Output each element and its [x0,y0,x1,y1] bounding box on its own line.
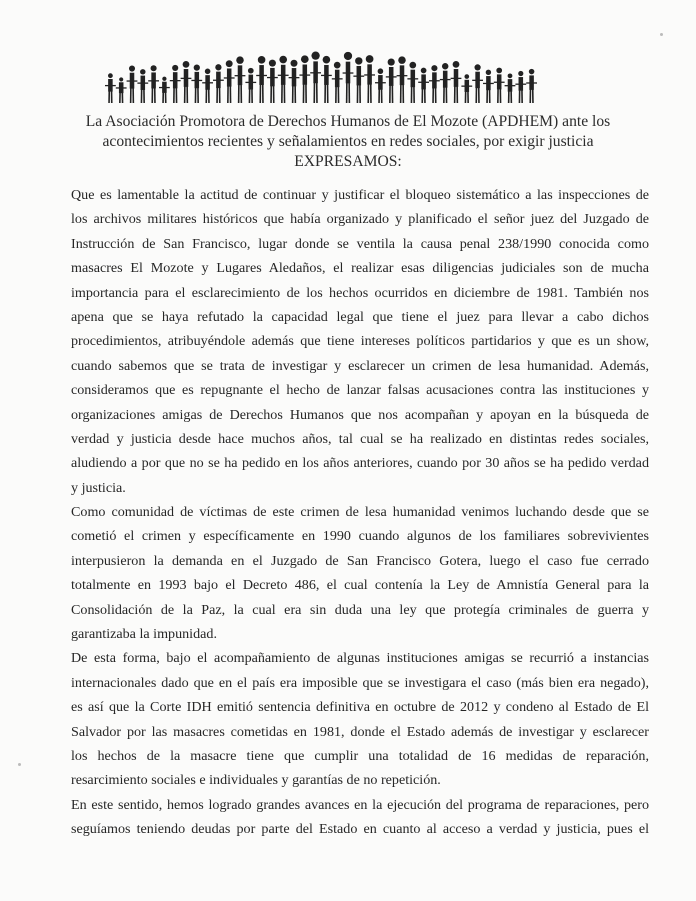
person-figure [170,65,181,103]
scan-speck [18,763,21,766]
paragraph-line: es así que la Corte IDH emitió sentencia definitiva en octubre de 2012 y condeno al Estado de El [71,699,649,716]
paragraph-line: cuando sabemos que se trata de investigar y esclarecer un crimen de lesa humanidad. Además, [71,357,649,374]
paragraph-line: Que es lamentable la actitud de continuar y justificar el bloqueo sistemático a las inspecciones de [71,187,649,203]
person-figure [515,71,526,103]
person-figure [505,73,516,103]
person-figure [429,65,440,103]
paragraph-line: Como comunidad de víctimas de este crimen de lesa humanidad venimos luchando desde que se [71,504,649,521]
person-figure [148,65,159,103]
person-figure [256,56,267,103]
person-figure [202,69,213,103]
paragraph-line: garantizaba la impunidad. [71,626,217,643]
paragraph-line: resarcimiento sociales e individuales y garantías de no repetición. [71,772,441,789]
header-line: La Asociación Promotora de Derechos Humanos de El Mozote (APDHEM) ante los [85,113,611,130]
person-figure [440,63,451,103]
paragraph-line: los archivos militares históricos que había organizado y planificado el señor juez del Juzgado de [71,211,649,228]
person-figure [353,57,364,103]
person-figure [343,52,354,103]
paragraph-line: Salvador por las masacres cometidas en 1981, donde el Estado además de investigar y esclarecer [71,723,649,740]
person-figure [245,68,256,103]
paragraph-line: verdad y justicia desde hace muchos años, tal cual se ha realizado en distintas redes sociales, [71,430,649,447]
paragraph-line: cometió el crimen y específicamente en 1990 cuando algunos de los familiares sobrevivientes [71,528,649,545]
person-figure [375,68,386,103]
document-body [71,183,649,842]
paragraph-line: aludiendo a por que no se ha pedido en los años anteriores, cuando por 30 años se ha pedido verdad [71,455,649,472]
person-figure [461,74,472,103]
paragraph-line: En este sentido, hemos logrado grandes avances en la ejecución del programa de reparaciones, pero [71,796,649,813]
paragraph [71,183,649,500]
header-heading: EXPRESAMOS: [294,153,402,170]
person-figure [235,56,246,103]
person-figure [494,68,505,103]
person-figure [213,64,224,103]
person-figure [386,58,397,103]
person-figure [267,60,278,103]
paragraph [71,500,649,646]
person-figure [364,55,375,103]
paragraph-line: y justicia. [71,479,126,496]
paragraph-line: importancia para el esclarecimiento de los hechos ocurridos en diciembre de 1981. También nos [71,284,649,301]
person-figure [407,62,418,103]
person-figure [332,62,343,103]
person-figure [483,70,494,103]
paragraph-line: Consolidación de la Paz, la cual era sin duda una ley que protegía criminales de guerra y [71,601,649,618]
header-line: acontecimientos recientes y señalamientos en redes sociales, por exigir justicia [102,133,594,150]
person-figure [224,60,235,103]
person-figure [310,51,321,103]
person-figure [289,60,300,103]
paragraph [71,793,649,842]
person-figure [418,68,429,103]
person-figure [299,55,310,103]
people-chain-icon [105,45,537,105]
paragraph-line: interpusieron la demanda en el Juzgado de San Francisco Gotera, luego el caso fue cerrado [71,552,649,569]
person-figure [105,73,116,103]
person-figure [278,56,289,103]
paragraph-line: De esta forma, bajo el acompañamiento de algunas instituciones amigas se recurrió a instancias [71,650,649,667]
person-figure [137,69,148,103]
paragraph-line: Instrucción de San Francisco, lugar donde se ventila la causa penal 238/1990 conocida como [71,235,649,252]
paragraph-line: apena que se haya refutado la capacidad legal que tiene el juez para llevar a cabo dichos [71,308,649,325]
scan-speck [660,33,663,36]
person-figure [159,77,170,103]
paragraph-line: internacionales dado que en el país era imposible que se investigara el caso (más bien era negado), [71,674,649,691]
paragraph-line: procedimientos, atribuyéndole además que tiene intereses políticos partidarios y que es un show, [71,333,649,350]
person-figure [472,64,483,103]
document-header [70,112,626,172]
person-figure [116,77,127,103]
paragraph-line: los hechos de la masacre tiene que cumplir una totalidad de 16 medidas de reparación, [71,747,649,764]
person-figure [451,61,462,103]
person-figure [526,69,537,103]
person-figure [397,56,408,103]
person-figure [127,66,138,103]
paragraph-line: totalmente en 1993 bajo el Decreto 486, el cual contenía la Ley de Amnistía General para la [71,577,649,594]
paragraph-line: consideramos que es repugnante el hecho de lanzar falsas acusaciones contra las instituciones y [71,382,649,399]
paragraph [71,646,649,792]
paragraph-line: masacres El Mozote y Lugares Aledaños, el realizar esas diligencias judiciales son de mucha [71,260,649,277]
paragraph-line: seguíamos teniendo deudas por parte del Estado en cuanto al acceso a verdad y justicia, pues el [71,821,649,838]
person-figure [191,65,202,103]
paragraph-line: organizaciones amigas de Derechos Humanos que nos acompañan y apoyan en la búsqueda de [71,406,649,423]
person-figure [181,61,192,103]
person-figure [321,56,332,103]
